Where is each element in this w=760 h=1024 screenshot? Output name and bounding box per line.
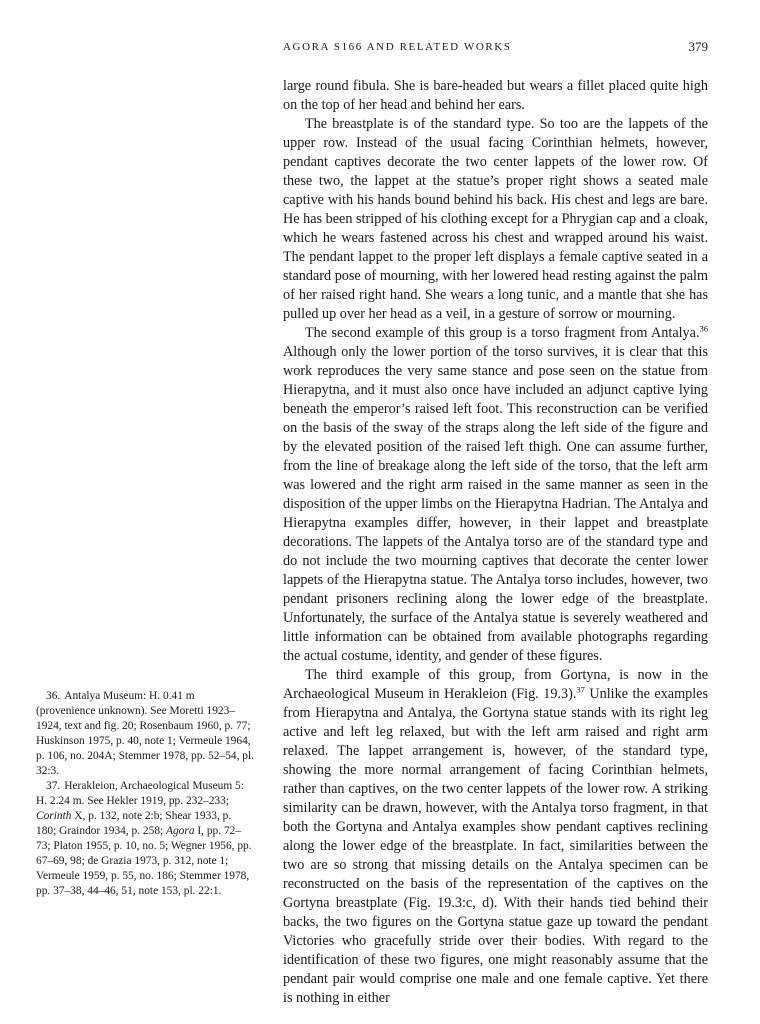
paragraph-4-rest: Unlike the examples from Hierapytna and Antalya, the Gortyna statue stands with its right leg active and left leg relaxed, but with the left arm raised and right arm relaxed. The lappet arrangement is, however, of the standard type, showing the more normal arrangement of facing Corinthian helmets, rather than captives, on the two center lappets of the lower row. A striking similarity can be drawn, however, with the Antalya torso fragment, in that both the Gortyna and Antalya examples show pendant captives reclining along the lower edge of the breastplate. In fact, similarities between the two are so strong that missing details on the Antalya specimen can be reconstructed on the basis of the representation of the captives on the Gortyna breastplate (Fig. 19.3:c, d). With their hands tied behind their backs, the two figures on the Gortyna statue gaze up toward the pendant Victories who gracefully stride over their bodies. With regard to the identification of these two figures, one might reasonably assume that the pendant pair would comprise one male and one female captive. Yet there is nothing in either: [283, 686, 708, 1006]
paragraph-4-start: The third example of this group, from Gortyna, is now in the Archaeological Museum in Herakleion (Fig. 19.3).: [283, 667, 708, 702]
footnote-37-text-c: I, pp. 72–73; Platon 1955, p. 10, no. 5; Wegner 1956, pp. 67–69, 98; de Grazia 1973, p. 312, note 1; Vermeule 1959, p. 55, no. 186; Stemmer 1978, pp. 37–38, 44–46, 51, note 153, pl. 22:1.: [36, 825, 252, 897]
footnote-ref-36[interactable]: 36: [699, 323, 708, 334]
footnote-37-corinth: Corinth: [36, 810, 72, 822]
footnote-37-text-a: Herakleion, Archaeological Museum 5: H. 2.24 m. See Hekler 1919, pp. 232–233;: [36, 780, 244, 807]
footnote-37-text-b: X, p. 132, note 2:b; Shear 1933, p. 180; Graindor 1934, p. 258;: [36, 810, 232, 837]
footnote-36-text: Antalya Museum: H. 0.41 m (provenience unknown). See Moretti 1923–1924, text and fig. 20; Rosenbaum 1960, p. 77; Huskinson 1975, p. 40, note 1; Vermeule 1964, p. 106, no. 204A; Stemmer 1978, pp. 52–54, pl. 32:3.: [36, 690, 254, 777]
paragraph-3: [283, 324, 708, 666]
footnote-36: [36, 689, 254, 779]
footnote-37-agora: Agora: [166, 825, 195, 837]
footnote-36-number: 36.: [46, 690, 61, 702]
main-text: [283, 77, 708, 1008]
footnote-37-number: 37.: [46, 780, 61, 792]
running-head: AGORA S166 AND RELATED WORKS: [283, 41, 512, 53]
paragraph-3-rest: Although only the lower portion of the torso survives, it is clear that this work reproduces the very same stance and pose seen on the statue from Hierapytna, and it must also once have included an adjunct captive lying beneath the emperor’s raised left foot. This reconstruction can be verified on the basis of the sway of the straps along the left side of the figure and by the elevated position of the raised left thigh. One can assume further, from the line of breakage along the left side of the torso, that the left arm was lowered and the right arm raised in the same manner as seen in the disposition of the upper limbs on the Hierapytna Hadrian. The Antalya and Hierapytna examples differ, however, in their lappet and breastplate decorations. The lappets of the Antalya torso are of the standard type and do not include the two mourning captives that decorate the center lower lappets of the Hierapytna statue. The Antalya torso includes, however, two pendant prisoners reclining along the lower edge of the breastplate. Unfortunately, the surface of the Antalya statue is severely weathered and little information can be obtained from available photographs regarding the actual costume, identity, and gender of these figures.: [283, 344, 708, 664]
footnote-ref-37[interactable]: 37: [576, 684, 585, 695]
page-number: 379: [688, 39, 708, 54]
paragraph-3-start: The second example of this group is a torso fragment from Antalya.: [305, 325, 700, 341]
paragraph-1: large round fibula. She is bare-headed but wears a fillet placed quite high on the top of her head and behind her ears.: [283, 78, 708, 113]
paragraph-2: The breastplate is of the standard type. So too are the lappets of the upper row. Instead of the usual facing Corinthian helmets, however, pendant captives decorate the two center lappets of the lower row. Of these two, the lappet at the statue’s proper right shows a seated male captive with his hands bound behind his back. His chest and legs are bare. He has been stripped of his clothing except for a Phrygian cap and a cloak, which he wears fastened across his chest and wrapped around his waist. The pendant lappet to the proper left displays a female captive seated in a standard pose of mourning, with her lowered head resting against the palm of her raised right hand. She wears a long tunic, and a mantle that she has pulled up over her head as a veil, in a gesture of sorrow or mourning.: [283, 116, 708, 322]
footnotes: [36, 689, 254, 899]
paragraph-4: [283, 666, 708, 1008]
footnote-37: [36, 779, 254, 899]
page-header: [283, 41, 708, 57]
